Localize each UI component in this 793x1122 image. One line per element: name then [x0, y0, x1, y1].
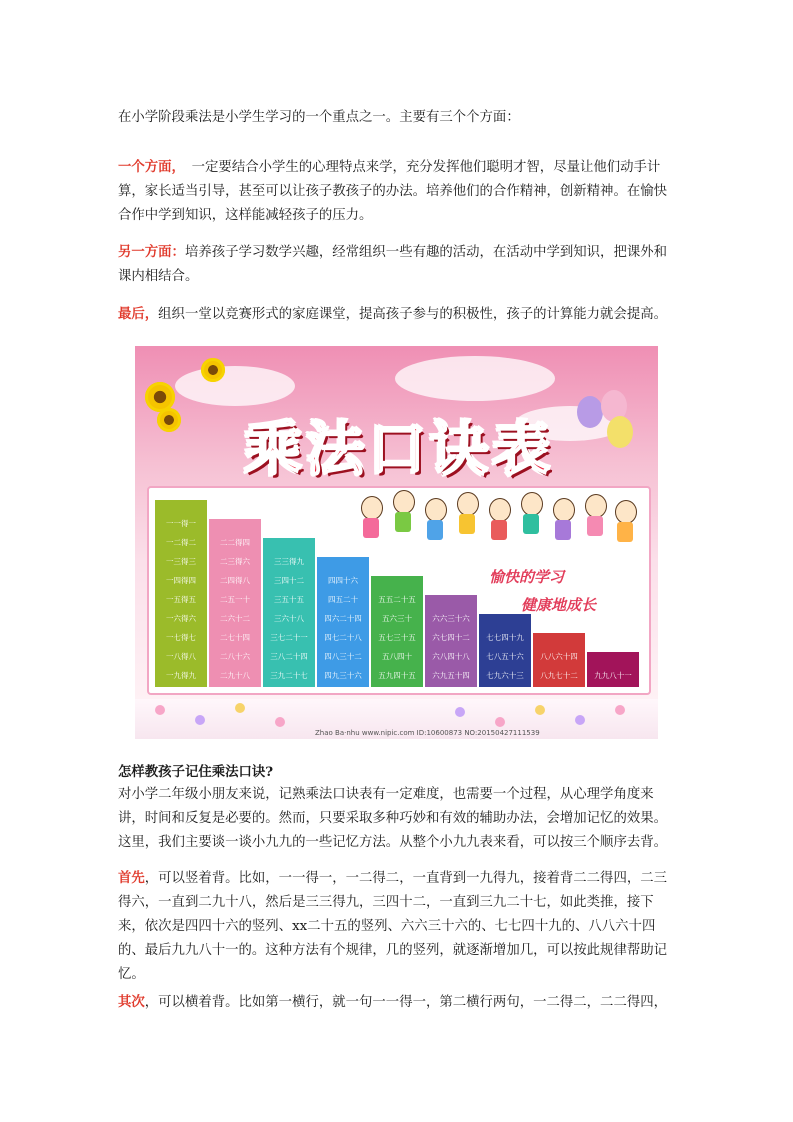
table-column-7 — [479, 614, 531, 687]
child-body — [617, 522, 633, 542]
aspect-two-paragraph — [118, 240, 680, 289]
aspect-three-paragraph — [118, 302, 680, 327]
table-cell: 二九十八 — [220, 671, 250, 680]
table-cell: 三四十二 — [274, 576, 304, 585]
table-cell: 一七得七 — [166, 633, 196, 642]
table-cell: 一九得九 — [166, 671, 196, 680]
table-cell: 三三得九 — [274, 557, 304, 566]
table-cell: 三七二十一 — [270, 633, 308, 642]
table-column-4 — [317, 557, 369, 687]
child-body — [523, 514, 539, 534]
flower-icon — [195, 715, 205, 725]
table-column-5 — [371, 576, 423, 687]
sunflower-icon — [157, 408, 181, 432]
child-icon — [425, 498, 447, 522]
table-cell: 五六三十 — [382, 614, 412, 623]
table-cell: 四九三十六 — [324, 671, 362, 680]
table-column-1 — [155, 500, 207, 687]
sunflower-icon — [201, 358, 225, 382]
aspect-one-text: 一定要结合小学生的心理特点来学，充分发挥他们聪明才智，尽量让他们动手计算，家长适当引导，甚至可以让孩子教孩子的办法。培养他们的合作精神，创新精神。在愉快合作中学到知识，这样能减轻孩子的压力。 — [118, 160, 668, 223]
poster-title: 乘法口诀表 — [243, 415, 554, 483]
table-cell: 三六十八 — [274, 614, 304, 623]
table-cell: 一四得四 — [166, 576, 196, 585]
table-cell: 七八五十六 — [486, 652, 524, 661]
section-paragraph: 对小学二年级小朋友来说，记熟乘法口诀表有一定难度，也需要一个过程，从心理学角度来讲，时间和反复是必要的。然而，只要采取多种巧妙和有效的辅助办法，会增加记忆的效果。这里，我们主要谈一谈小九九的一些记忆方法。从整个小九九表来看，可以按三个顺序去背。 — [118, 787, 668, 850]
table-cell: 一三得三 — [166, 557, 196, 566]
table-cell: 六六三十六 — [432, 614, 470, 623]
table-cell: 二五一十 — [220, 595, 250, 604]
table-cell: 三八二十四 — [270, 652, 308, 661]
table-cell: 二四得八 — [220, 576, 250, 585]
aspect-three-text: 组织一堂以竞赛形式的家庭课堂，提高孩子参与的积极性，孩子的计算能力就会提高。 — [158, 307, 668, 322]
flower-icon — [455, 707, 465, 717]
flower-icon — [615, 705, 625, 715]
table-cell: 八九七十二 — [540, 671, 578, 680]
child-icon — [585, 494, 607, 518]
multiplication-table-poster — [135, 346, 658, 739]
cloud-shape — [395, 356, 555, 401]
flower-icon — [155, 705, 165, 715]
flower-icon — [275, 717, 285, 727]
table-cell: 五九四十五 — [378, 671, 416, 680]
table-column-3 — [263, 538, 315, 687]
cloud-shape — [175, 366, 295, 406]
table-board — [147, 486, 651, 695]
poster-slogan-2: 健康地成长 — [521, 596, 597, 614]
first-text: ，可以竖着背。比如，一一得一，一二得二，一直背到一九得九，接着背二二得四，二三得六，一直到二九十八，然后是三三得九，三四十二，一直到三九二十七，如此类推，接下来，依次是四四十六的竖列、xx二十五的竖列、六六三十六的、七七四十九的、八八六十四的、最后九九八十一的。这种方法有个规律，几的竖列，就逐渐增加几，可以按此规律帮助记忆。 — [118, 871, 668, 982]
table-cell: 二七十四 — [220, 633, 250, 642]
table-column-2 — [209, 519, 261, 687]
table-cell: 八八六十四 — [540, 652, 578, 661]
flower-icon — [575, 715, 585, 725]
table-cell: 二六十二 — [220, 614, 250, 623]
child-icon — [553, 498, 575, 522]
poster-watermark: Zhao Ba·nhu www.nipic.com ID:10600873 NO:20150427111539 — [315, 729, 540, 737]
table-cell: 九九八十一 — [594, 671, 632, 680]
child-icon — [361, 496, 383, 520]
child-body — [555, 520, 571, 540]
table-cell: 一一得一 — [166, 519, 196, 528]
flower-icon — [495, 717, 505, 727]
flower-icon — [235, 703, 245, 713]
second-label: 其次 — [118, 994, 145, 1010]
table-cell: 五七三十五 — [378, 633, 416, 642]
table-cell: 四五二十 — [328, 595, 358, 604]
child-body — [491, 520, 507, 540]
poster-slogan-1: 愉快的学习 — [489, 568, 565, 586]
second-text: ，可以横着背。比如第一横行，就一句一一得一，第二横行两句，一二得二，二二得四， — [144, 995, 668, 1010]
child-body — [363, 518, 379, 538]
table-cell: 三九二十七 — [270, 671, 308, 680]
table-cell: 五五二十五 — [378, 595, 416, 604]
child-body — [427, 520, 443, 540]
table-cell: 四四十六 — [328, 576, 358, 585]
balloon-icon — [577, 396, 603, 428]
table-cell: 二三得六 — [220, 557, 250, 566]
first-method-paragraph — [118, 866, 680, 987]
child-icon — [393, 490, 415, 514]
intro-paragraph: 在小学阶段乘法是小学生学习的一个重点之一。主要有三个个方面： — [118, 110, 520, 125]
table-cell: 四八三十二 — [324, 652, 362, 661]
table-cell: 六八四十八 — [432, 652, 470, 661]
table-cell: 七九六十三 — [486, 671, 524, 680]
second-method-paragraph — [118, 990, 680, 1015]
aspect-one-paragraph — [118, 155, 680, 228]
table-cell: 二二得四 — [220, 538, 250, 547]
table-cell: 一二得二 — [166, 538, 196, 547]
child-icon — [489, 498, 511, 522]
child-body — [587, 516, 603, 536]
table-cell: 四六二十四 — [324, 614, 362, 623]
table-cell: 五八四十 — [382, 652, 412, 661]
child-icon — [521, 492, 543, 516]
table-cell: 一六得六 — [166, 614, 196, 623]
table-cell: 一五得五 — [166, 595, 196, 604]
aspect-two-text: 培养孩子学习数学兴趣，经常组织一些有趣的活动，在活动中学到知识，把课外和课内相结合。 — [118, 245, 668, 284]
table-cell: 二八十六 — [220, 652, 250, 661]
aspect-three-label: 最后， — [118, 306, 159, 322]
table-cell: 六九五十四 — [432, 671, 470, 680]
child-icon — [615, 500, 637, 524]
table-cell: 六七四十二 — [432, 633, 470, 642]
table-cell: 三五十五 — [274, 595, 304, 604]
table-cell: 四七二十八 — [324, 633, 362, 642]
balloon-icon — [607, 416, 633, 448]
aspect-two-label: 另一方面： — [118, 244, 185, 260]
table-column-8 — [533, 633, 585, 687]
section-heading: 怎样教孩子记住乘法口诀? — [118, 764, 274, 780]
table-cell: 七七四十九 — [486, 633, 524, 642]
first-label: 首先 — [118, 870, 145, 886]
flower-icon — [535, 705, 545, 715]
child-icon — [457, 492, 479, 516]
table-cell: 一八得八 — [166, 652, 196, 661]
table-column-6 — [425, 595, 477, 687]
table-column-9 — [587, 652, 639, 687]
child-body — [395, 512, 411, 532]
child-body — [459, 514, 475, 534]
aspect-one-label: 一个方面， — [118, 159, 179, 175]
